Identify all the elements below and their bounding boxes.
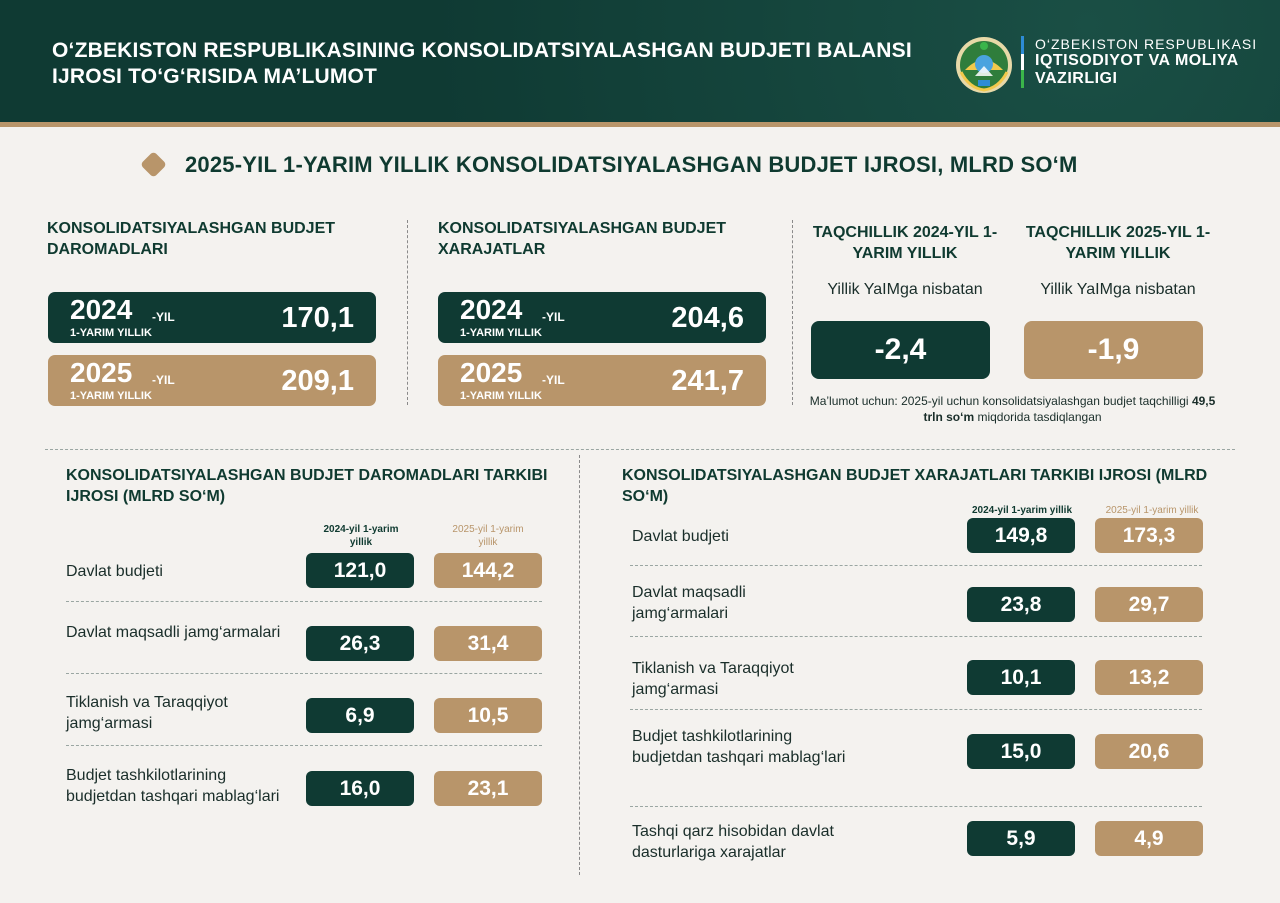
exp-row-2025-value: 173,3 <box>1095 518 1203 553</box>
rev-row-label: Budjet tashkilotlarining budjetdan tashqari mablag‘lari <box>66 767 280 805</box>
rev-col-2024-header: 2024-yil 1-yarim yillik <box>323 524 399 548</box>
note-text-post: miqdorida tasdiqlangan <box>974 410 1102 424</box>
divider-vertical <box>579 455 580 875</box>
expense-2025-year: 2025 <box>460 357 523 388</box>
rev-row-2024-value: 6,9 <box>306 698 414 733</box>
row-divider <box>630 636 1202 637</box>
divider-vertical <box>407 220 408 405</box>
expense-2024-year: 2024 <box>460 294 523 325</box>
deficit-2025-sub: Yillik YaIMga nisbatan <box>1040 281 1196 298</box>
note-text-pre: Ma’lumot uchun: 2025-yil uchun konsolidatsiyalashgan budjet taqchilligi <box>809 394 1192 408</box>
rev-structure-title: KONSOLIDATSIYALASHGAN BUDJET DAROMADLARI TARKIBI IJROSI (MLRD SO‘M) <box>66 467 548 505</box>
expense-2024-suffix: -YIL <box>542 310 565 324</box>
expense-2024-value: 204,6 <box>671 302 744 334</box>
header-title: O‘ZBEKISTON RESPUBLIKASINING KONSOLIDATSIYALASHGAN BUDJETI BALANSI IJROSI TO‘G‘RISIDA MA’LUMOT <box>52 39 912 88</box>
flag-bar-white <box>1021 54 1024 70</box>
rev-row-label: Davlat budjeti <box>66 563 163 580</box>
expense-2025-suffix: -YIL <box>542 373 565 387</box>
ministry-name-line1: O‘ZBEKISTON RESPUBLIKASI <box>1035 36 1258 52</box>
ministry-name-line3: VAZIRLIGI <box>1035 70 1118 87</box>
deficit-2024-value: -2,4 <box>811 321 990 379</box>
exp-row-label: Tiklanish va Taraqqiyot jamg‘armasi <box>632 660 794 698</box>
state-emblem-icon <box>955 36 1013 94</box>
header-gold-stripe <box>0 122 1280 127</box>
row-divider <box>630 565 1202 566</box>
revenue-2024-value: 170,1 <box>281 302 354 334</box>
diamond-bullet-icon <box>140 151 167 178</box>
exp-row-label: Tashqi qarz hisobidan davlat dasturlariga xarajatlar <box>632 823 834 861</box>
revenue-2024-year: 2024 <box>70 294 133 325</box>
deficit-2025-title: TAQCHILLIK 2025-YIL 1-YARIM YILLIK <box>1025 224 1211 262</box>
row-divider <box>66 673 542 674</box>
exp-col-2025-header: 2025-yil 1-yarim yillik <box>1105 505 1199 516</box>
expenses-title: KONSOLIDATSIYALASHGAN BUDJET XARAJATLAR <box>438 220 727 258</box>
deficit-2024-title: TAQCHILLIK 2024-YIL 1-YARIM YILLIK <box>812 224 998 262</box>
page-title: 2025-YIL 1-YARIM YILLIK KONSOLIDATSIYALASHGAN BUDJET IJROSI, MLRD SO‘M <box>185 152 1078 177</box>
exp-row-2024-value: 23,8 <box>967 587 1075 622</box>
ministry-name-line2: IQTISODIYOT VA MOLIYA <box>1035 52 1239 69</box>
rev-row-2025-value: 144,2 <box>434 553 542 588</box>
rev-col-2025-header: 2025-yil 1-yarim yillik <box>452 524 524 548</box>
expense-2025-pill <box>438 355 766 406</box>
row-divider <box>630 806 1202 807</box>
rev-row-label: Davlat maqsadli jamg‘armalari <box>66 624 281 641</box>
revenue-2024-suffix: -YIL <box>152 310 175 324</box>
revenue-2025-suffix: -YIL <box>152 373 175 387</box>
flag-bar-green <box>1021 70 1024 88</box>
rev-row-2025-value: 23,1 <box>434 771 542 806</box>
rev-row-2025-value: 31,4 <box>434 626 542 661</box>
flag-bar-blue <box>1021 36 1024 54</box>
exp-row-2024-value: 10,1 <box>967 660 1075 695</box>
exp-row-2025-value: 4,9 <box>1095 821 1203 856</box>
exp-structure-title: KONSOLIDATSIYALASHGAN BUDJET XARAJATLARI TARKIBI IJROSI (MLRD SO‘M) <box>622 467 1208 505</box>
exp-row-2024-value: 5,9 <box>967 821 1075 856</box>
row-divider <box>66 601 542 602</box>
row-divider <box>66 745 542 746</box>
exp-row-2024-value: 149,8 <box>967 518 1075 553</box>
divider-vertical <box>792 220 793 405</box>
exp-row-label: Budjet tashkilotlarining budjetdan tashqari mablag‘lari <box>632 728 846 766</box>
expense-2024-sub: 1-YARIM YILLIK <box>460 327 542 339</box>
expense-2024-pill <box>438 292 766 343</box>
deficit-2025-value: -1,9 <box>1024 321 1203 379</box>
rev-row-2024-value: 16,0 <box>306 771 414 806</box>
exp-col-2024-header: 2024-yil 1-yarim yillik <box>971 505 1073 516</box>
exp-row-2025-value: 20,6 <box>1095 734 1203 769</box>
revenues-title: KONSOLIDATSIYALASHGAN BUDJET DAROMADLARI <box>47 220 336 258</box>
rev-row-2024-value: 26,3 <box>306 626 414 661</box>
expense-2025-sub: 1-YARIM YILLIK <box>460 390 542 402</box>
rev-row-2025-value: 10,5 <box>434 698 542 733</box>
exp-row-2025-value: 29,7 <box>1095 587 1203 622</box>
note-text-bold: 49,5 trln so‘m <box>923 394 1216 424</box>
deficit-note <box>800 393 1225 425</box>
revenue-2025-value: 209,1 <box>281 365 354 397</box>
deficit-2024-sub: Yillik YaIMga nisbatan <box>827 281 983 298</box>
revenue-2024-sub: 1-YARIM YILLIK <box>70 327 152 339</box>
revenue-2025-pill <box>48 355 376 406</box>
rev-row-2024-value: 121,0 <box>306 553 414 588</box>
exp-row-label: Davlat maqsadli jamg‘armalari <box>632 584 746 622</box>
exp-row-label: Davlat budjeti <box>632 528 729 545</box>
exp-row-2024-value: 15,0 <box>967 734 1075 769</box>
row-divider <box>630 709 1202 710</box>
revenue-2025-sub: 1-YARIM YILLIK <box>70 390 152 402</box>
exp-row-2025-value: 13,2 <box>1095 660 1203 695</box>
revenue-2024-pill <box>48 292 376 343</box>
section-separator <box>45 449 1235 450</box>
revenue-2025-year: 2025 <box>70 357 133 388</box>
rev-row-label: Tiklanish va Taraqqiyot jamg‘armasi <box>66 694 228 732</box>
expense-2025-value: 241,7 <box>671 365 744 397</box>
